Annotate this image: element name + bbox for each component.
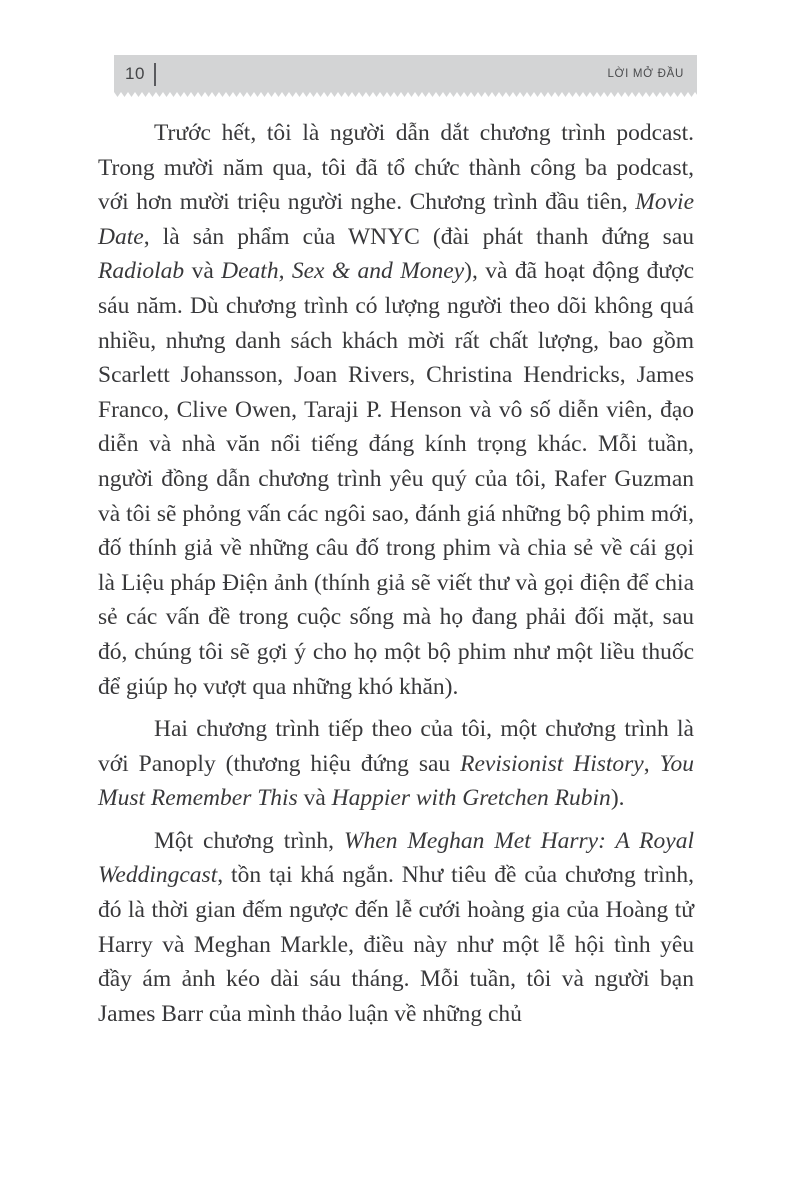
header-separator-line <box>154 63 156 86</box>
text-run: và <box>184 258 222 285</box>
body-paragraph <box>98 116 694 704</box>
page-number: 10 <box>125 63 145 83</box>
italic-title-run: Movie Date <box>98 189 694 250</box>
italic-title-run: Radiolab <box>98 258 185 285</box>
italic-title-run: When Meghan Met Harry: A Royal Weddingcast <box>98 827 694 889</box>
text-run: ). <box>610 785 625 812</box>
text-run: Một chương trình, <box>154 827 344 854</box>
running-header <box>114 55 697 92</box>
header-left-group <box>125 62 156 85</box>
italic-title-run: Death, Sex & and Money <box>221 258 465 285</box>
italic-title-run: You Must Remember This <box>98 750 695 812</box>
body-paragraph <box>98 824 694 1032</box>
body-text <box>98 116 694 1031</box>
text-run: , là sản phẩm của WNYC (đài phát thanh đứng sau <box>143 223 694 250</box>
italic-title-run: Revisionist History <box>460 750 644 777</box>
chapter-title: LỜI MỞ ĐẦU <box>607 67 684 80</box>
text-run: Hai chương trình tiếp theo của tôi, một chương trình là với Panoply (thương hiệu đứng sau <box>98 716 694 777</box>
header-torn-edge <box>114 92 697 97</box>
text-run: ), và đã hoạt động được sáu năm. Dù chương trình có lượng người theo dõi không quá nhiều, nhưng danh sách khách mời rất chất lượng, bao gồm Scarlett Johansson, Joan Rivers, Christina Hendricks, James Franco, Clive Owen, Taraji P. Henson và vô số diễn viên, đạo diễn và nhà văn nổi tiếng đáng kính trọng khác. Mỗi tuần, người đồng dẫn chương trình yêu quý của tôi, Rafer Guzman và tôi sẽ phỏng vấn các ngôi sao, đánh giá những bộ phim mới, đố thính giả về những câu đố trong phim và chia sẻ về cái gọi là Liệu pháp Điện ảnh (thính giả sẽ viết thư và gọi điện để chia sẻ các vấn đề trong cuộc sống mà họ đang phải đối mặt, sau đó, chúng tôi sẽ gợi ý cho họ một bộ phim như một liều thuốc để giúp họ vượt qua những khó khăn). <box>98 258 694 700</box>
italic-title-run: Happier with Gretchen Rubin <box>331 785 611 812</box>
body-paragraph <box>98 712 694 816</box>
text-run: , tồn tại khá ngắn. Như tiêu đề của chương trình, đó là thời gian đếm ngược đến lễ cưới hoàng gia của Hoàng tử Harry và Meghan Markle, điều này như một lễ hội tình yêu đầy ám ảnh kéo dài sáu tháng. Mỗi tuần, tôi và người bạn James Barr của mình thảo luận về những chủ <box>98 862 694 1027</box>
text-run: , <box>643 750 660 777</box>
text-run: Trước hết, tôi là người dẫn dắt chương trình podcast. Trong mười năm qua, tôi đã tổ chức thành công ba podcast, với hơn mười triệu người nghe. Chương trình đầu tiên, <box>98 120 694 216</box>
text-run: và <box>297 785 332 812</box>
